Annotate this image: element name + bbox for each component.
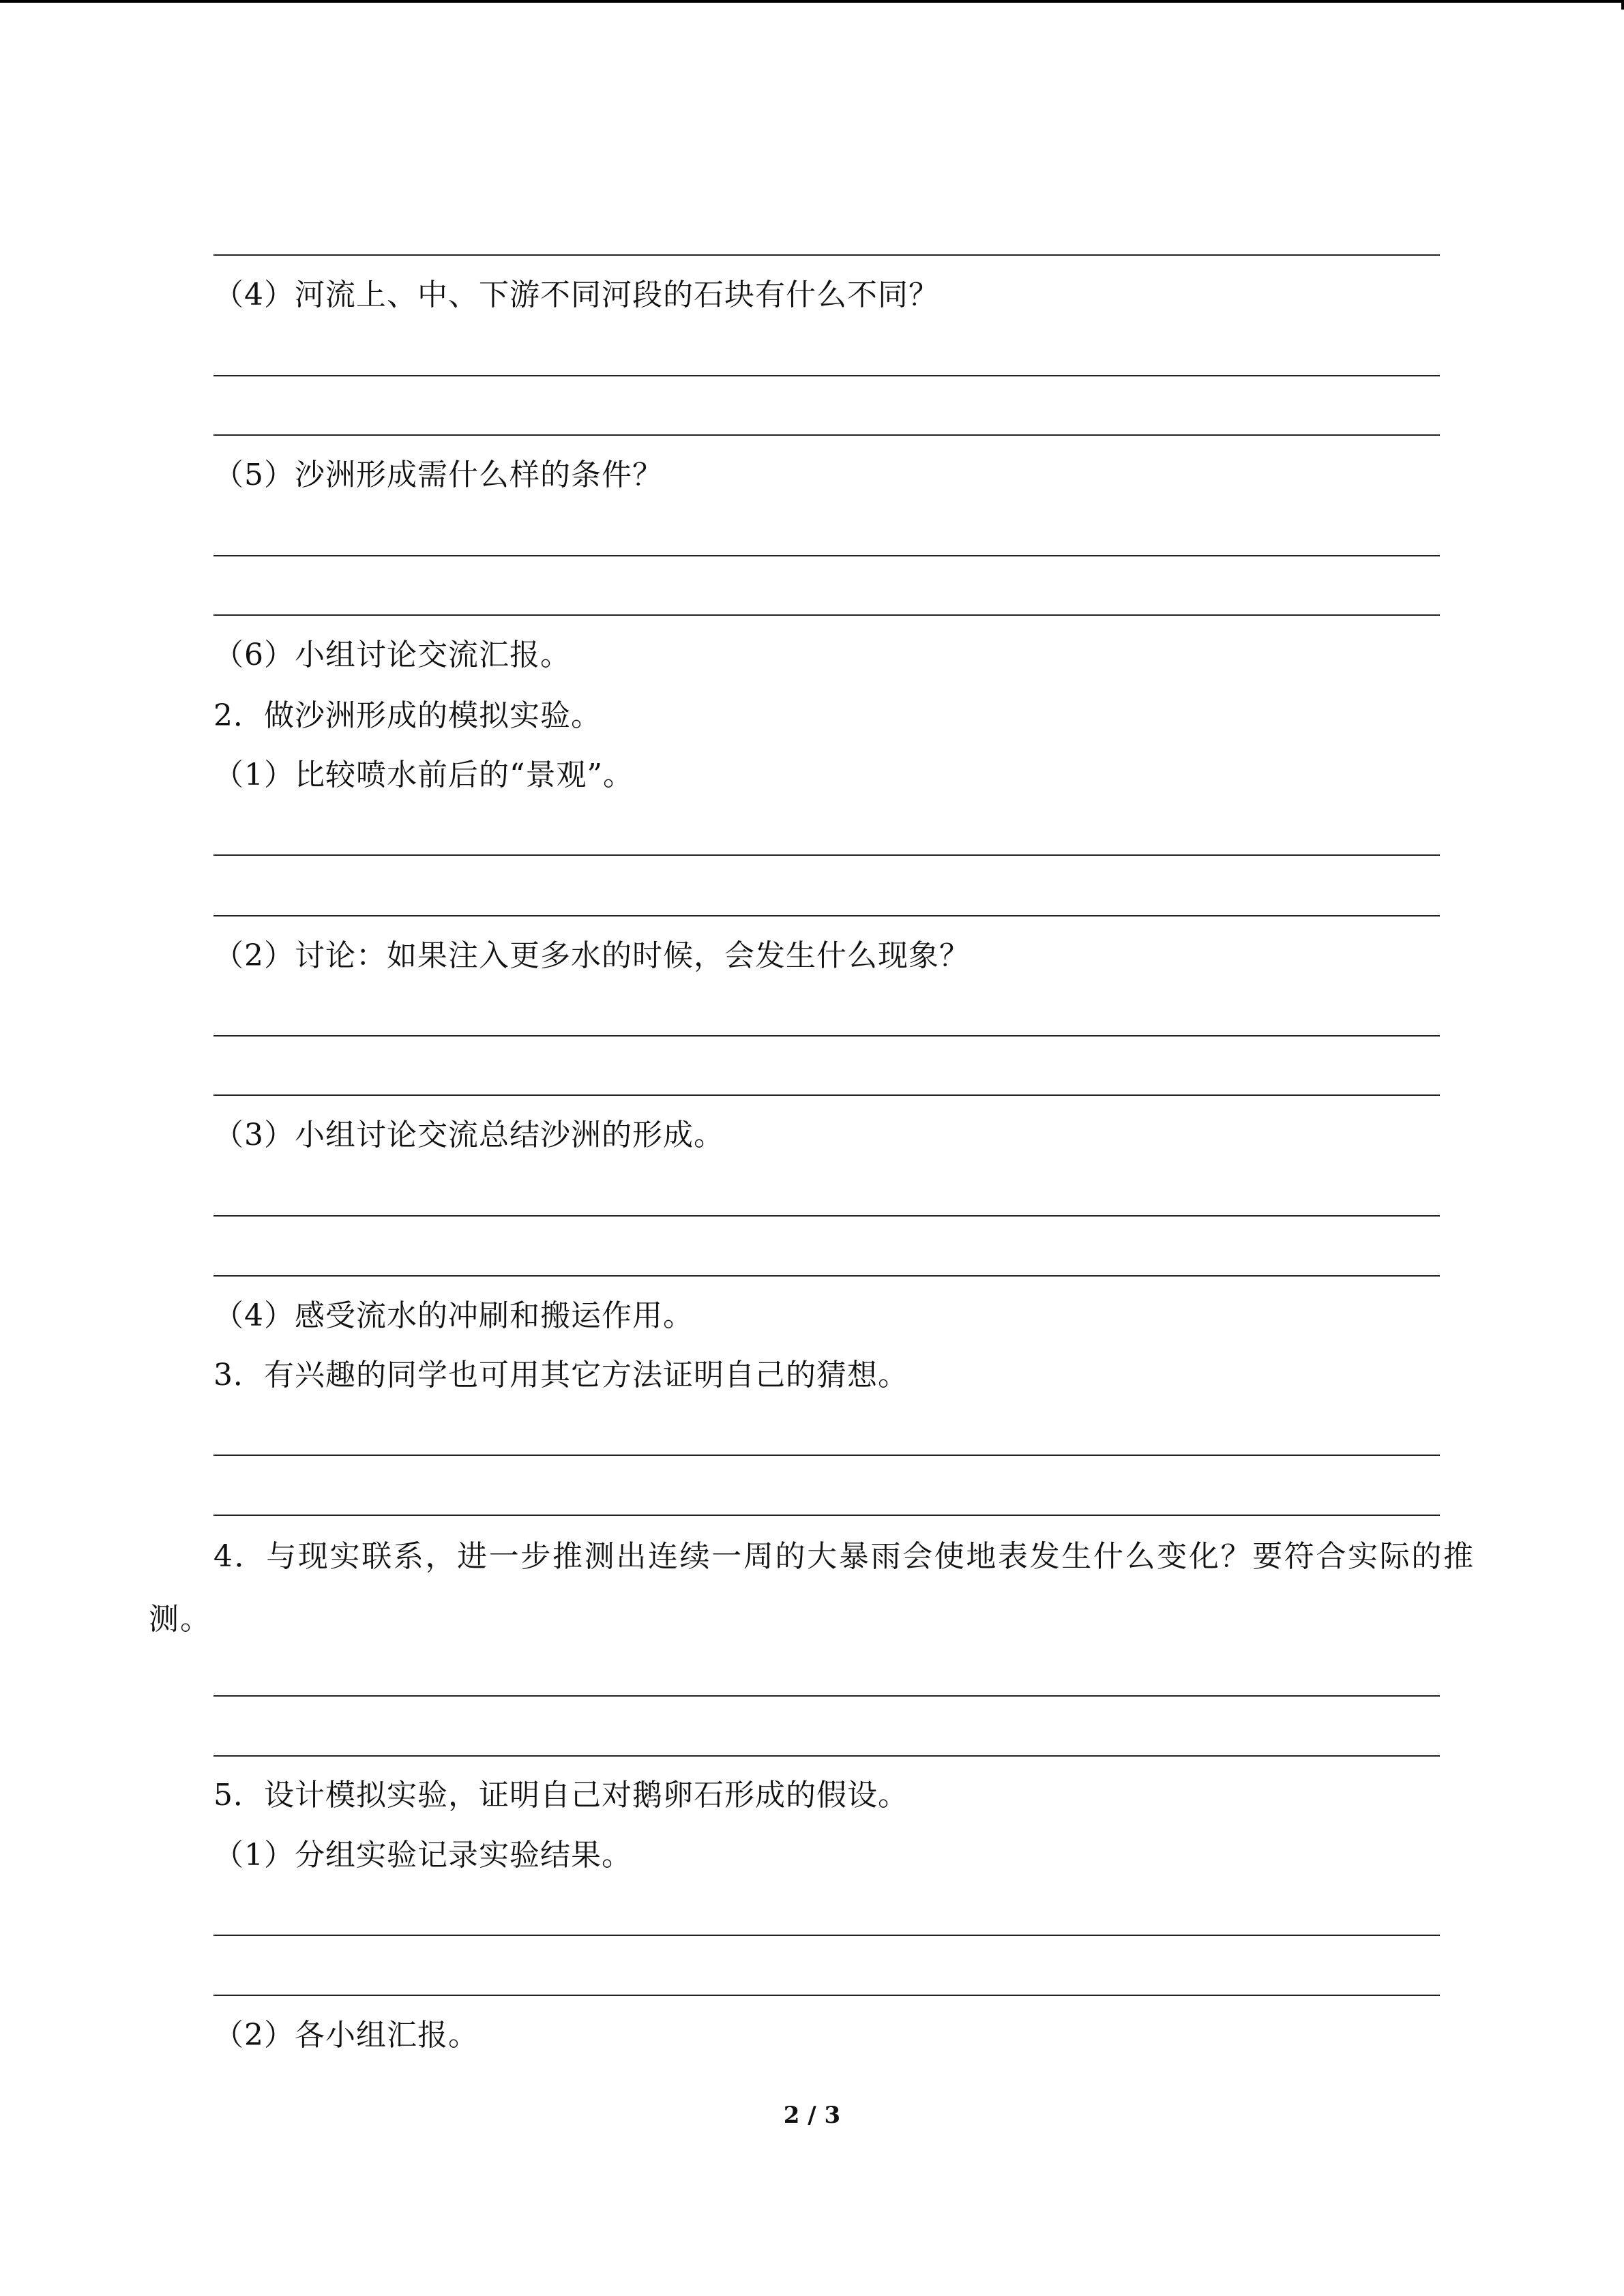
question-text: （2）各小组汇报。 <box>213 2018 479 2053</box>
answer-line <box>213 1995 1440 1996</box>
question-text: （6）小组讨论交流汇报。 <box>213 638 571 672</box>
question-text: （5）沙洲形成需什么样的条件？ <box>213 458 663 492</box>
answer-line <box>213 1275 1440 1277</box>
answer-line <box>213 854 1440 856</box>
question-text: （2）讨论：如果注入更多水的时候，会发生什么现象？ <box>213 938 970 973</box>
answer-line <box>213 614 1440 616</box>
answer-line <box>213 1695 1440 1697</box>
page-number: 2 / 3 <box>783 2102 841 2129</box>
answer-line <box>213 1035 1440 1037</box>
answer-line <box>213 1215 1440 1217</box>
answer-line <box>213 915 1440 916</box>
answer-line <box>213 375 1440 376</box>
answer-line <box>213 434 1440 436</box>
answer-line <box>213 555 1440 556</box>
page-corner-mark <box>1621 0 1624 10</box>
answer-line <box>213 1935 1440 1936</box>
answer-line <box>213 1094 1440 1096</box>
section-paragraph: 4．与现实联系，进一步推测出连续一周的大暴雨会使地表发生什么变化？要符合实际的推测。 <box>149 1539 1475 1637</box>
answer-line <box>213 1515 1440 1516</box>
answer-line <box>213 1455 1440 1456</box>
section-heading: 2．做沙洲形成的模拟实验。 <box>213 698 602 733</box>
section-heading: 5．设计模拟实验，证明自己对鹅卵石形成的假设。 <box>213 1778 909 1813</box>
question-text: （4）感受流水的冲刷和搬运作用。 <box>213 1298 694 1333</box>
answer-line <box>213 254 1440 256</box>
question-text: （3）小组讨论交流总结沙洲的形成。 <box>213 1118 724 1152</box>
question-text: （4）河流上、中、下游不同河段的石块有什么不同？ <box>213 278 939 312</box>
answer-line <box>213 1755 1440 1757</box>
question-text: （1）分组实验记录实验结果。 <box>213 1838 632 1873</box>
page-top-border <box>0 0 1624 3</box>
section-heading: 3．有兴趣的同学也可用其它方法证明自己的猜想。 <box>213 1358 909 1392</box>
question-text: （1）比较喷水前后的“景观”。 <box>213 758 634 792</box>
